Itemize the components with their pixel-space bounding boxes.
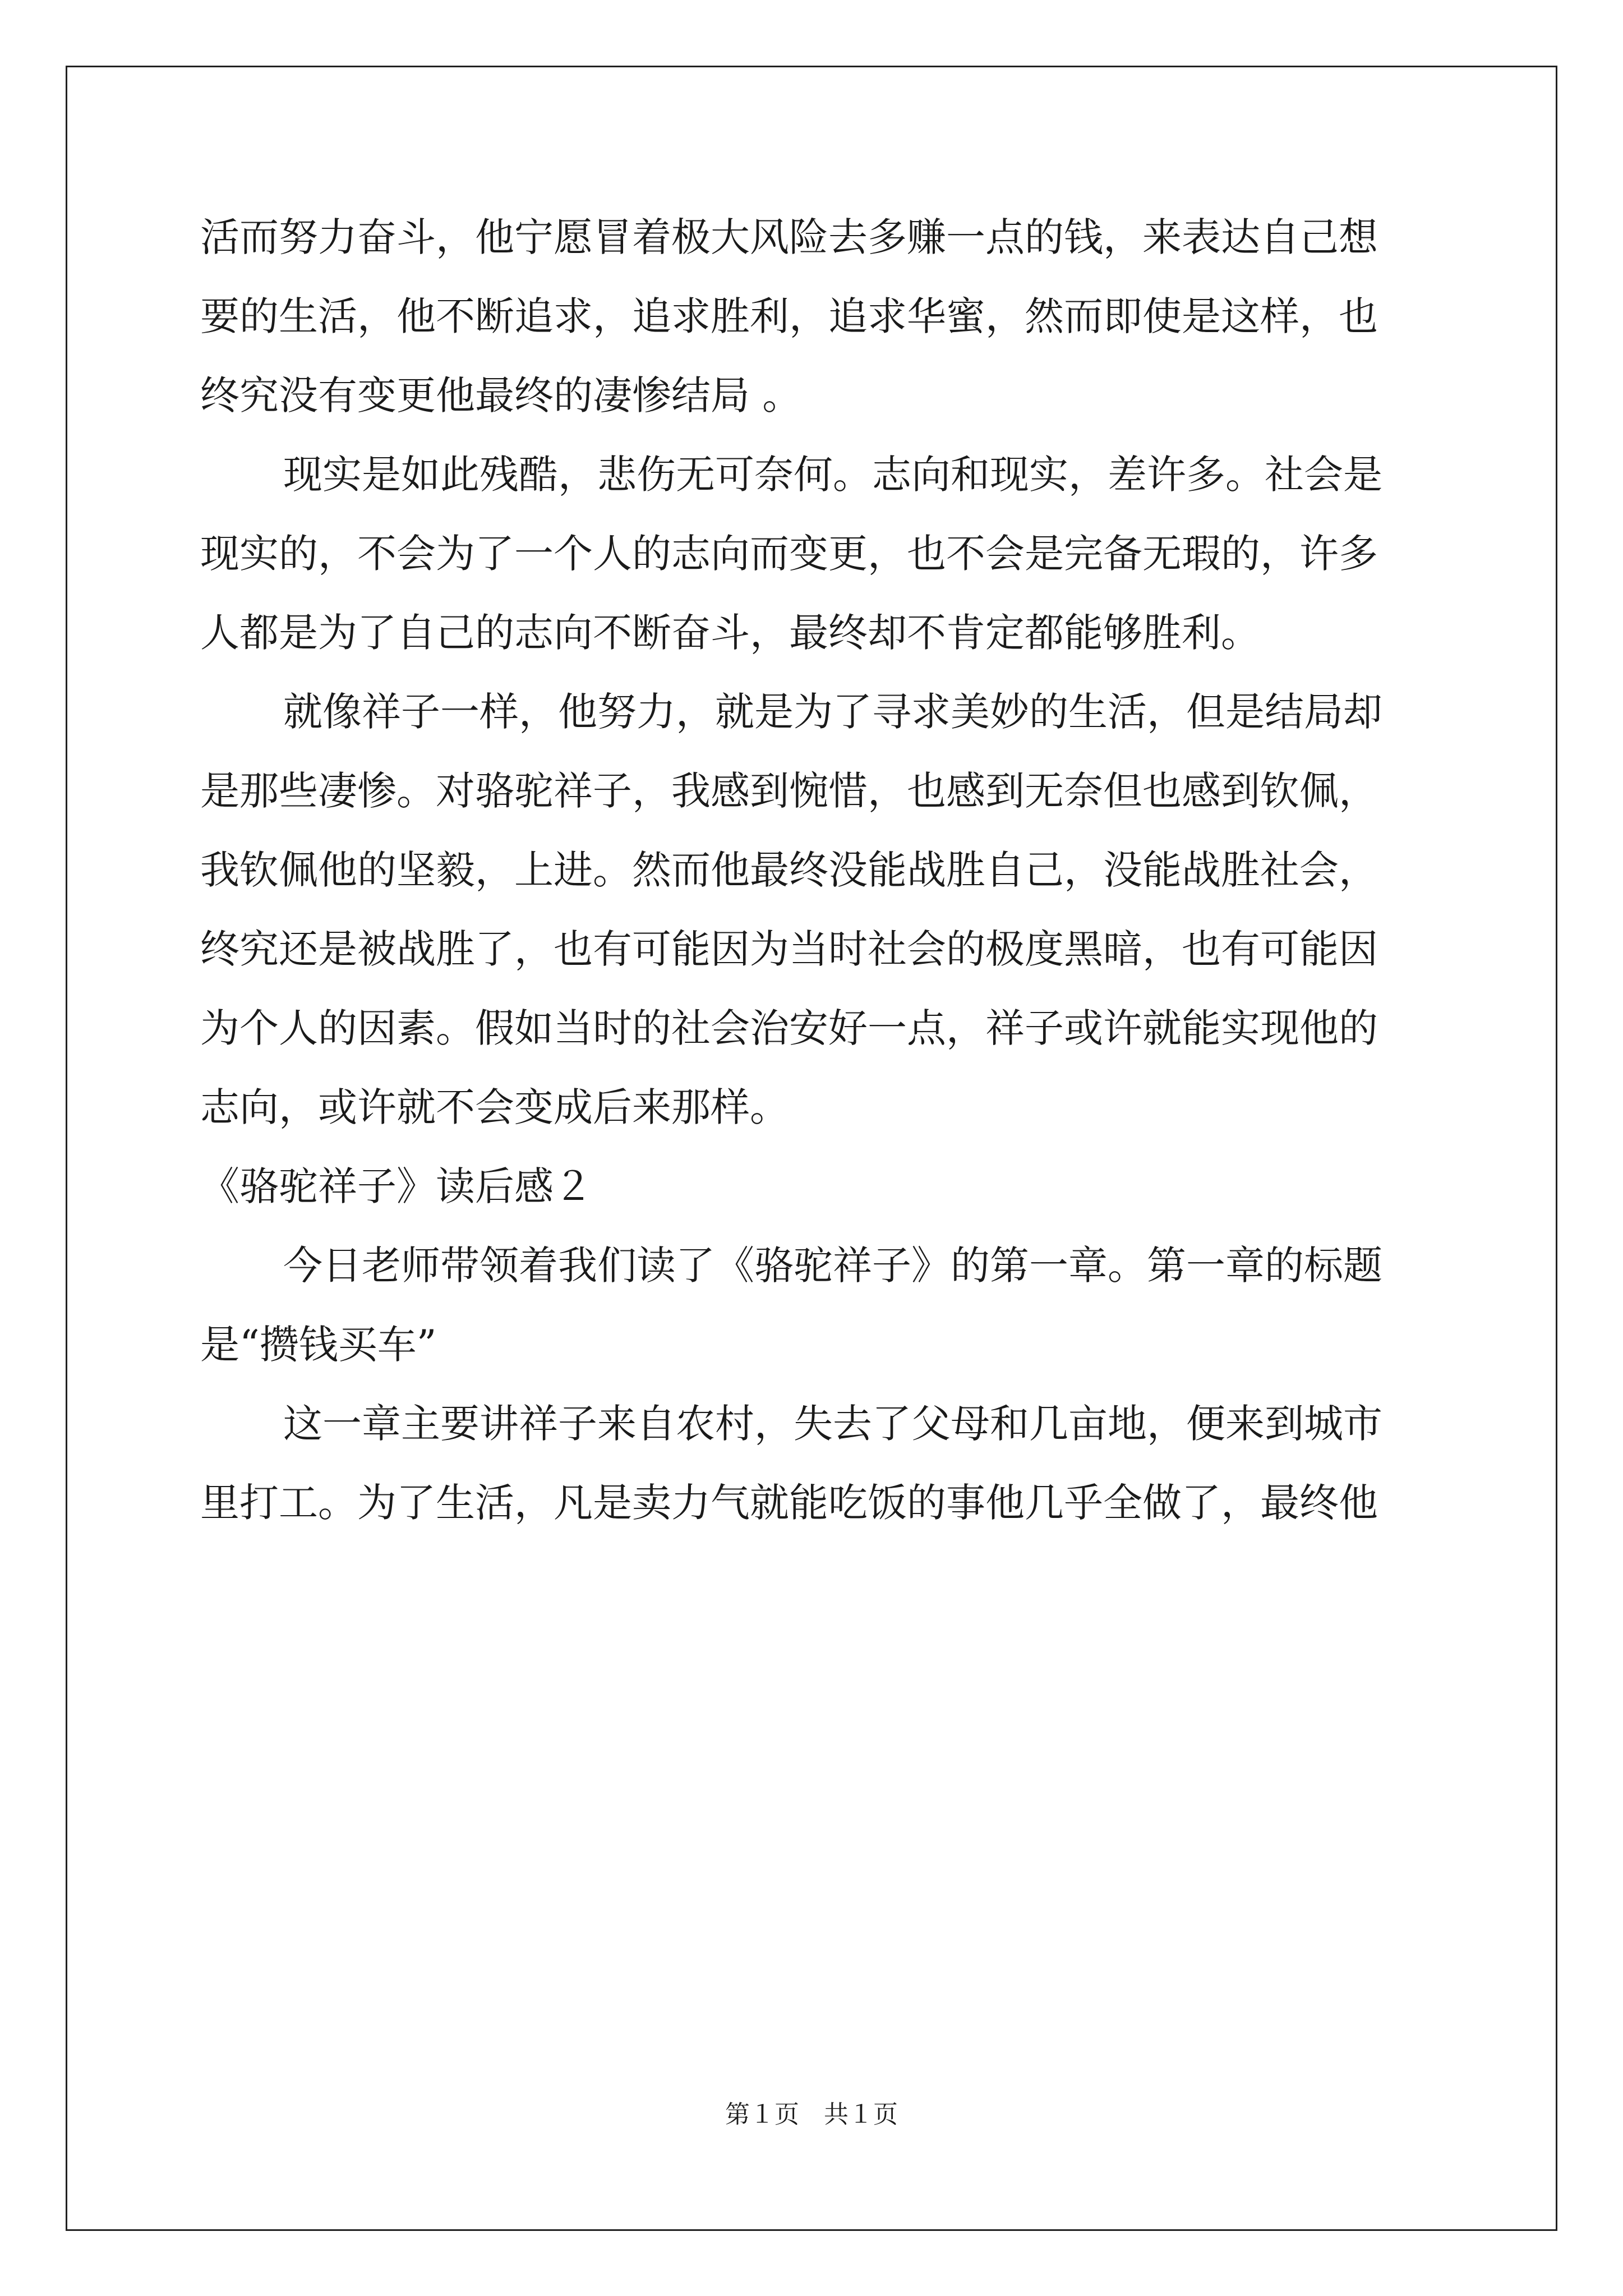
page-footer: 第１页 共１页 — [725, 2100, 898, 2129]
text-line: 终究还是被战胜了，也有可能因为当时社会的极度黑暗，也有可能因 — [200, 926, 1378, 972]
text-line: 里打工。为了生活，凡是卖力气就能吃饭的事他几乎全做了，最终他 — [200, 1480, 1378, 1526]
text-line: 志向，或许就不会变成后来那样。 — [200, 1084, 789, 1130]
text-line: 人都是为了自己的志向不断奋斗，最终却不肯定都能够胜利。 — [200, 610, 1260, 656]
section-heading: 《骆驼祥子》读后感２ — [200, 1163, 593, 1209]
text-line: 是“攒钱买车” — [200, 1322, 437, 1368]
text-line: 为个人的因素。假如当时的社会治安好一点，祥子或许就能实现他的 — [200, 1005, 1378, 1051]
text-line: 活而努力奋斗，他宁愿冒着极大风险去多赚一点的钱，来表达自己想 — [200, 214, 1378, 260]
paragraph-first-line: 今日老师带领着我们读了《骆驼祥子》的第一章。第一章的标题 — [283, 1243, 1382, 1289]
text-line: 要的生活，他不断追求，追求胜利，追求华蜜，然而即使是这样，也 — [200, 293, 1378, 339]
paragraph-first-line: 这一章主要讲祥子来自农村，失去了父母和几亩地，便来到城市 — [283, 1401, 1382, 1447]
text-line: 现实的，不会为了一个人的志向而变更，也不会是完备无瑕的，许多 — [200, 531, 1378, 577]
paragraph-first-line: 现实是如此残酷，悲伤无可奈何。志向和现实，差许多。社会是 — [283, 452, 1382, 498]
text-line: 是那些凄惨。对骆驼祥子，我感到惋惜，也感到无奈但也感到钦佩， — [200, 768, 1378, 814]
text-line: 我钦佩他的坚毅，上进。然而他最终没能战胜自己，没能战胜社会， — [200, 847, 1378, 893]
paragraph-first-line: 就像祥子一样，他努力，就是为了寻求美妙的生活，但是结局却 — [283, 689, 1382, 735]
text-line: 终究没有变更他最终的凄惨结局 。 — [200, 372, 802, 418]
